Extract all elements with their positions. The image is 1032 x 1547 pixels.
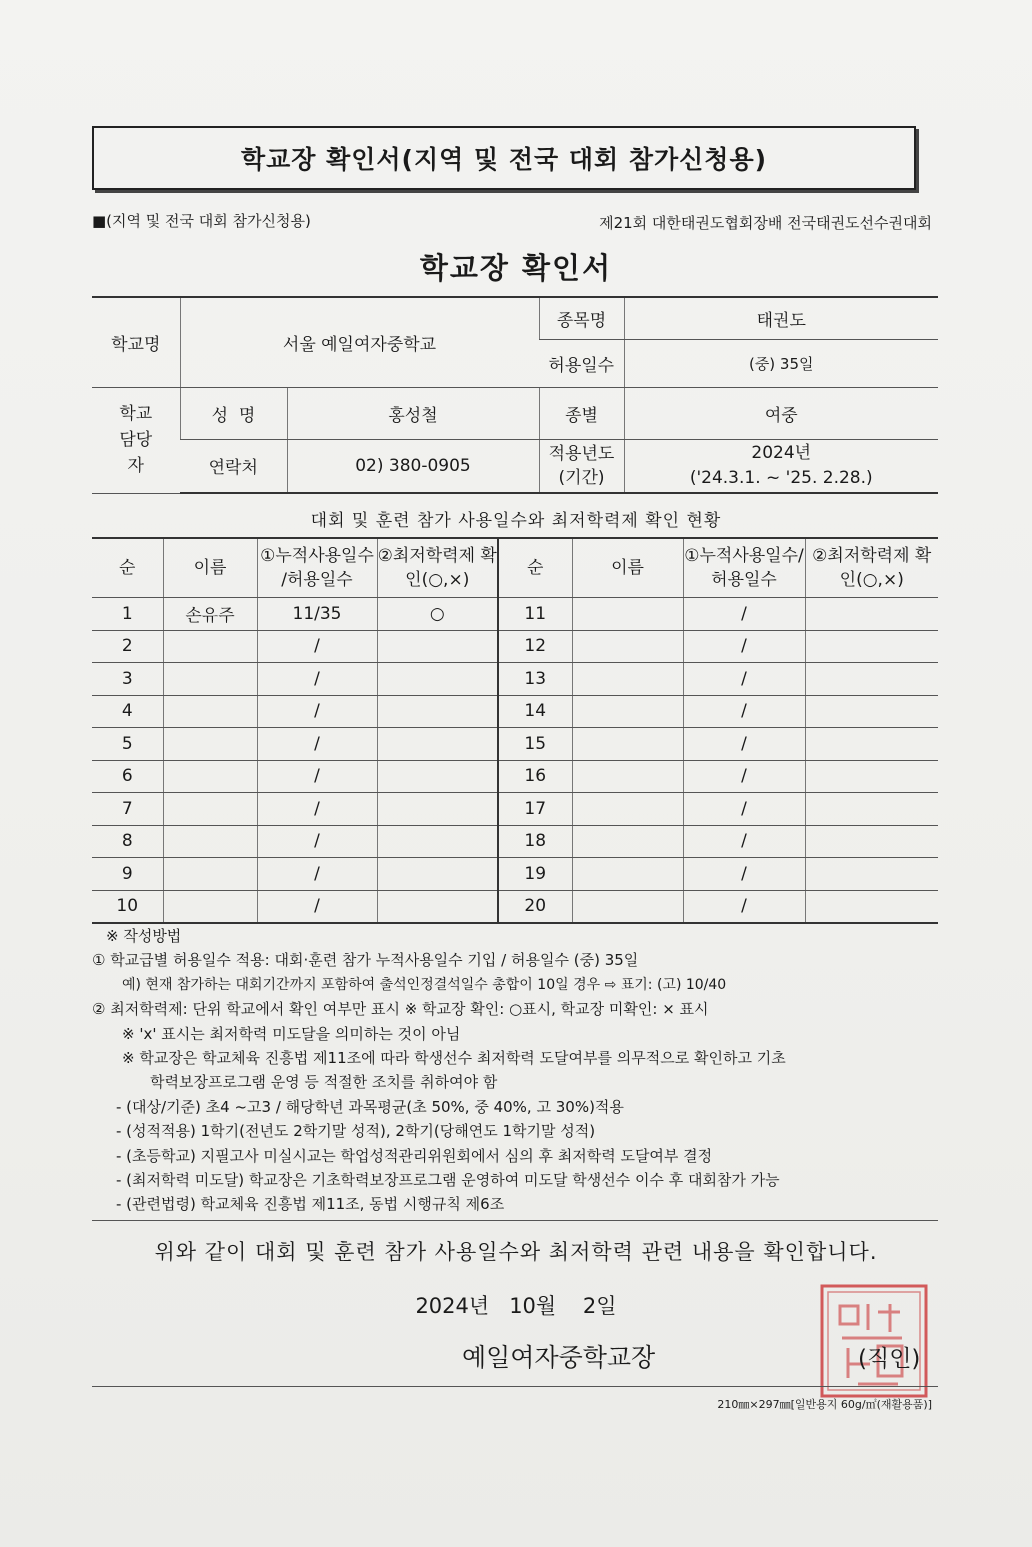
row-days: / xyxy=(683,858,805,891)
row-no: 18 xyxy=(498,825,572,858)
row-no: 2 xyxy=(92,630,163,663)
event-value: 태권도 xyxy=(624,297,938,339)
writing-instructions xyxy=(92,924,940,1217)
row-days: / xyxy=(683,598,805,631)
row-name xyxy=(572,630,683,663)
apply-period: ('24.3.1. ~ '25. 2.28.) xyxy=(689,467,873,488)
row-name xyxy=(572,598,683,631)
note-line: - (초등학교) 지필고사 미실시교는 학업성적관리위원회에서 심의 후 최저학력 도달여부 결정 xyxy=(116,1146,713,1165)
row-name xyxy=(572,760,683,793)
row-check xyxy=(377,695,498,728)
table-row xyxy=(92,598,938,631)
table-row xyxy=(92,663,938,696)
school-info-table xyxy=(92,296,938,494)
paper-spec: 210㎜×297㎜[일반용지 60g/㎡(재활용품)] xyxy=(717,1398,932,1411)
row-days: / xyxy=(683,663,805,696)
row-no: 8 xyxy=(92,825,163,858)
row-check: ○ xyxy=(377,598,498,631)
note-line: ② 최저학력제: 단위 학교에서 확인 여부만 표시 ※ 학교장 확인: ○표시, 학교장 미확인: × 표시 xyxy=(92,1000,709,1019)
note-line: - (성적적용) 1학기(전년도 2학기말 성적), 2학기(당해연도 1학기말 성적) xyxy=(116,1122,596,1141)
row-days: / xyxy=(257,663,377,696)
form-type-label: ■(지역 및 전국 대회 참가신청용) xyxy=(92,212,311,230)
row-no: 19 xyxy=(498,858,572,891)
row-days: / xyxy=(683,793,805,826)
row-name xyxy=(163,728,257,761)
row-no: 6 xyxy=(92,760,163,793)
apply-year-label xyxy=(539,439,624,493)
title-box: 학교장 확인서(지역 및 전국 대회 참가신청용) xyxy=(92,126,916,190)
table-row xyxy=(92,890,938,923)
usage-section-title: 대회 및 훈련 참가 사용일수와 최저학력제 확인 현황 xyxy=(310,511,722,531)
row-no: 1 xyxy=(92,598,163,631)
category-value: 여중 xyxy=(624,387,938,439)
apply-year-label-line1: 적용년도 xyxy=(548,443,615,464)
row-name xyxy=(572,825,683,858)
header-no-right: 순 xyxy=(498,538,572,598)
row-name xyxy=(163,630,257,663)
row-name xyxy=(572,890,683,923)
row-days: / xyxy=(257,760,377,793)
row-no: 4 xyxy=(92,695,163,728)
row-no: 11 xyxy=(498,598,572,631)
row-no: 7 xyxy=(92,793,163,826)
row-days: / xyxy=(683,760,805,793)
note-line: 학력보장프로그램 운영 등 적절한 조치를 취하여야 함 xyxy=(150,1073,498,1092)
footer-divider xyxy=(92,1386,938,1387)
main-title: 학교장 확인서 xyxy=(419,251,613,285)
table-row xyxy=(92,825,938,858)
row-name xyxy=(572,793,683,826)
row-days: / xyxy=(257,793,377,826)
row-check xyxy=(377,858,498,891)
school-label: 학교명 xyxy=(92,297,180,387)
apply-year: 2024년 xyxy=(751,442,812,463)
row-name xyxy=(163,890,257,923)
row-days: / xyxy=(257,630,377,663)
row-no: 20 xyxy=(498,890,572,923)
divider xyxy=(92,1220,938,1221)
allowed-days-label: 허용일수 xyxy=(539,339,624,387)
row-no: 5 xyxy=(92,728,163,761)
school-value: 서울 예일여자중학교 xyxy=(180,297,539,387)
row-name xyxy=(572,858,683,891)
event-label: 종목명 xyxy=(539,297,624,339)
manager-label: 학교 담당자 xyxy=(92,387,180,493)
row-check xyxy=(805,793,938,826)
row-no: 13 xyxy=(498,663,572,696)
contact-value: 02) 380-0905 xyxy=(287,439,539,493)
table-row xyxy=(92,695,938,728)
header-check-left: ②최저학력제 확인(○,×) xyxy=(377,538,498,598)
row-check xyxy=(805,858,938,891)
row-check xyxy=(805,630,938,663)
note-heading: ※ 작성방법 xyxy=(106,927,182,945)
row-days: / xyxy=(257,728,377,761)
note-line: - (최저학력 미도달) 학교장은 기초학력보장프로그램 운영하여 미도달 학생선수 이수 후 대회참가 가능 xyxy=(116,1171,780,1190)
row-check xyxy=(805,663,938,696)
seal-label: (직인) xyxy=(858,1346,921,1372)
note-line: 예) 현재 참가하는 대회기간까지 포함하여 출석인정결석일수 총합이 10일 경우 ⇨ 표기: (고) 10/40 xyxy=(122,976,727,993)
apply-year-value xyxy=(624,439,938,493)
row-check xyxy=(377,825,498,858)
note-line: - (대상/기준) 초4 ~고3 / 해당학년 과목평균(초 50%, 중 40%, 고 30%)적용 xyxy=(116,1097,624,1116)
header-check-right: ②최저학력제 확인(○,×) xyxy=(805,538,938,598)
row-days: 11/35 xyxy=(257,598,377,631)
row-name xyxy=(163,663,257,696)
competition-name: 제21회 대한태권도협회장배 전국태권도선수권대회 xyxy=(599,214,932,232)
name-label: 성 명 xyxy=(180,387,287,439)
row-check xyxy=(377,663,498,696)
row-check xyxy=(377,760,498,793)
note-line: ※ 학교장은 학교체육 진흥법 제11조에 따라 학생선수 최저학력 도달여부를 의무적으로 확인하고 기초 xyxy=(122,1049,786,1068)
row-name xyxy=(572,728,683,761)
row-days: / xyxy=(257,858,377,891)
usage-table-body xyxy=(92,598,938,924)
allowed-days-value: (중) 35일 xyxy=(624,339,938,387)
contact-label: 연락처 xyxy=(180,439,287,493)
row-name xyxy=(163,793,257,826)
row-days: / xyxy=(683,890,805,923)
table-row xyxy=(92,728,938,761)
row-days: / xyxy=(683,695,805,728)
row-check xyxy=(805,728,938,761)
note-line: ※ 'x' 표시는 최저학력 미도달을 의미하는 것이 아님 xyxy=(122,1024,461,1043)
table-row xyxy=(92,793,938,826)
row-days: / xyxy=(257,695,377,728)
issue-date: 2024년 10월 2일 xyxy=(415,1294,617,1318)
row-name xyxy=(163,825,257,858)
row-check xyxy=(377,630,498,663)
row-check xyxy=(805,695,938,728)
row-name xyxy=(163,760,257,793)
row-name xyxy=(572,663,683,696)
name-value: 홍성철 xyxy=(287,387,539,439)
row-check xyxy=(377,890,498,923)
confirmation-statement: 위와 같이 대회 및 훈련 참가 사용일수와 최저학력 관련 내용을 확인합니다. xyxy=(154,1240,878,1264)
table-row xyxy=(92,858,938,891)
row-check xyxy=(805,760,938,793)
row-days: / xyxy=(683,825,805,858)
row-no: 14 xyxy=(498,695,572,728)
row-name xyxy=(163,858,257,891)
header-name-right: 이름 xyxy=(572,538,683,598)
header-no-left: 순 xyxy=(92,538,163,598)
row-days: / xyxy=(257,890,377,923)
header-days-right: ①누적사용일수/ 허용일수 xyxy=(683,538,805,598)
row-check xyxy=(377,728,498,761)
row-no: 3 xyxy=(92,663,163,696)
row-name: 손유주 xyxy=(163,598,257,631)
row-days: / xyxy=(257,825,377,858)
row-no: 10 xyxy=(92,890,163,923)
note-line: - (관련법령) 학교체육 진흥법 제11조, 동법 시행규칙 제6조 xyxy=(116,1195,505,1214)
row-no: 12 xyxy=(498,630,572,663)
category-label: 종별 xyxy=(539,387,624,439)
header-days-left: ①누적사용일수 /허용일수 xyxy=(257,538,377,598)
row-no: 15 xyxy=(498,728,572,761)
table-row xyxy=(92,760,938,793)
header-name-left: 이름 xyxy=(163,538,257,598)
row-days: / xyxy=(683,728,805,761)
row-days: / xyxy=(683,630,805,663)
table-row xyxy=(92,630,938,663)
row-check xyxy=(805,598,938,631)
row-name xyxy=(163,695,257,728)
row-check xyxy=(377,793,498,826)
row-check xyxy=(805,890,938,923)
row-check xyxy=(805,825,938,858)
note-line: ① 학교급별 허용일수 적용: 대회·훈련 참가 누적사용일수 기입 / 허용일수 (중) 35일 xyxy=(92,951,639,970)
row-no: 17 xyxy=(498,793,572,826)
usage-table xyxy=(92,537,938,924)
apply-year-label-line2: (기간) xyxy=(558,467,605,488)
row-name xyxy=(572,695,683,728)
row-no: 9 xyxy=(92,858,163,891)
row-no: 16 xyxy=(498,760,572,793)
principal-title: 예일여자중학교장 xyxy=(462,1343,656,1372)
